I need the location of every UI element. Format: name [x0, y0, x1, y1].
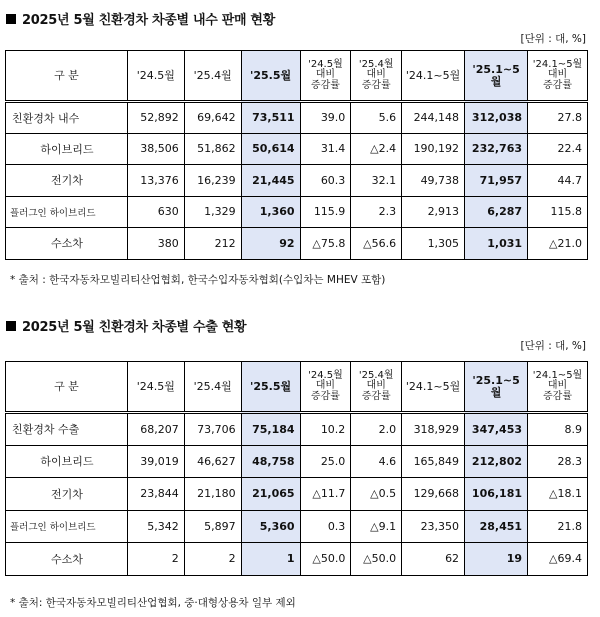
- table-cell: 129,668: [402, 478, 465, 511]
- header-text: '25.5월: [250, 68, 292, 82]
- header-text: 증감률: [310, 390, 340, 402]
- row-label: 하이브리드: [6, 133, 128, 165]
- table-cell: 1,305: [402, 228, 465, 260]
- export-title-text: 2025년 5월 친환경차 차종별 수출 현황: [22, 320, 247, 335]
- table-cell: 13,376: [127, 165, 184, 197]
- table-row: [6, 102, 588, 134]
- header-text: '24.1~5월: [532, 58, 583, 70]
- table-cell: 106,181: [465, 478, 528, 511]
- header-text: '25.4월: [193, 379, 232, 393]
- column-header: [351, 362, 402, 413]
- column-header: [465, 362, 528, 413]
- column-header: [184, 362, 241, 413]
- header-text: '25.4월: [358, 58, 394, 70]
- table-cell: △75.8: [300, 228, 351, 260]
- column-header: [402, 51, 465, 102]
- column-header: [241, 51, 300, 102]
- table-row: [6, 133, 588, 165]
- header-text: 대비: [547, 69, 568, 81]
- table-cell: △18.1: [528, 478, 588, 511]
- table-cell: 52,892: [127, 102, 184, 134]
- table-cell: 5,897: [184, 510, 241, 543]
- table-cell: △56.6: [351, 228, 402, 260]
- table-cell: 232,763: [465, 133, 528, 165]
- table-cell: 318,929: [402, 413, 465, 446]
- table-cell: 1,031: [465, 228, 528, 260]
- table-cell: △2.4: [351, 133, 402, 165]
- table-cell: 73,511: [241, 102, 300, 134]
- header-text: '25.1~5월: [472, 62, 520, 88]
- export-section-title: [6, 316, 246, 335]
- table-cell: 38,506: [127, 133, 184, 165]
- row-label: 수소차: [6, 228, 128, 260]
- column-header: [300, 362, 351, 413]
- table-cell: 39,019: [127, 445, 184, 478]
- table-cell: 347,453: [465, 413, 528, 446]
- header-text: '25.5월: [250, 379, 292, 393]
- table-cell: 21,445: [241, 165, 300, 197]
- table-cell: 62: [402, 543, 465, 576]
- table-row: [6, 228, 588, 260]
- header-text: 구 분: [54, 68, 79, 82]
- header-text: 대비: [366, 380, 386, 392]
- header-text: '24.5월: [136, 68, 175, 82]
- table-cell: 60.3: [300, 165, 351, 197]
- table-cell: △21.0: [528, 228, 588, 260]
- table-cell: △69.4: [528, 543, 588, 576]
- table-cell: △11.7: [300, 478, 351, 511]
- table-cell: 0.3: [300, 510, 351, 543]
- table-cell: 165,849: [402, 445, 465, 478]
- table-row: [6, 196, 588, 228]
- table-cell: 71,957: [465, 165, 528, 197]
- header-text: 대비: [547, 380, 568, 392]
- table-cell: 212: [184, 228, 241, 260]
- column-header: [241, 362, 300, 413]
- table-cell: 23,844: [127, 478, 184, 511]
- column-header: [184, 51, 241, 102]
- column-header: [6, 51, 128, 102]
- domestic-section-title: [6, 9, 275, 28]
- table-cell: 2.0: [351, 413, 402, 446]
- domestic-note: * 출처 : 한국자동차모빌리티산업협회, 한국수입자동차협회(수입차는 MHEV 포함): [10, 274, 386, 286]
- column-header: [402, 362, 465, 413]
- domestic-unit: [단위 : 대, %]: [520, 33, 586, 45]
- table-cell: 75,184: [241, 413, 300, 446]
- table-cell: 28,451: [465, 510, 528, 543]
- square-bullet-icon: [6, 321, 16, 331]
- column-header: [528, 51, 588, 102]
- table-row: [6, 543, 588, 576]
- table-cell: 50,614: [241, 133, 300, 165]
- table-cell: 49,738: [402, 165, 465, 197]
- table-cell: 27.8: [528, 102, 588, 134]
- table-cell: 190,192: [402, 133, 465, 165]
- header-text: '24.5월: [136, 379, 175, 393]
- header-text: 증감률: [543, 79, 572, 91]
- table-cell: 1,360: [241, 196, 300, 228]
- table-cell: 630: [127, 196, 184, 228]
- header-text: '24.1~5월: [405, 379, 461, 393]
- column-header: [351, 51, 402, 102]
- table-cell: 212,802: [465, 445, 528, 478]
- table-row: [6, 445, 588, 478]
- table-cell: 380: [127, 228, 184, 260]
- row-label: 전기차: [6, 478, 128, 511]
- table-cell: 115.8: [528, 196, 588, 228]
- column-header: [465, 51, 528, 102]
- row-label: 수소차: [6, 543, 128, 576]
- table-row: [6, 413, 588, 446]
- export-table: [5, 361, 588, 576]
- table-cell: △50.0: [300, 543, 351, 576]
- table-row: [6, 510, 588, 543]
- header-text: '25.4월: [193, 68, 232, 82]
- table-row: [6, 165, 588, 197]
- header-text: '25.1~5월: [472, 373, 520, 399]
- table-cell: 23,350: [402, 510, 465, 543]
- row-label: 플러그인 하이브리드: [6, 196, 128, 228]
- header-text: '25.4월: [358, 369, 394, 381]
- table-cell: 6,287: [465, 196, 528, 228]
- table-cell: 73,706: [184, 413, 241, 446]
- domestic-title-text: 2025년 5월 친환경차 차종별 내수 판매 현황: [22, 13, 275, 28]
- table-cell: 92: [241, 228, 300, 260]
- table-cell: 16,239: [184, 165, 241, 197]
- table-cell: △50.0: [351, 543, 402, 576]
- table-cell: 21,180: [184, 478, 241, 511]
- header-text: 대비: [315, 69, 336, 81]
- column-header: [127, 362, 184, 413]
- header-text: '24.1~5월: [405, 68, 461, 82]
- header-text: '24.1~5월: [532, 369, 583, 381]
- table-cell: 46,627: [184, 445, 241, 478]
- table-cell: △9.1: [351, 510, 402, 543]
- table-cell: 21.8: [528, 510, 588, 543]
- header-text: 증감률: [361, 390, 391, 402]
- table-cell: 22.4: [528, 133, 588, 165]
- table-cell: 69,642: [184, 102, 241, 134]
- header-text: 증감률: [361, 79, 391, 91]
- table-cell: △0.5: [351, 478, 402, 511]
- square-bullet-icon: [6, 14, 16, 24]
- table-row: [6, 478, 588, 511]
- header-text: 구 분: [54, 379, 79, 393]
- table-cell: 4.6: [351, 445, 402, 478]
- column-header: [127, 51, 184, 102]
- table-cell: 25.0: [300, 445, 351, 478]
- table-cell: 51,862: [184, 133, 241, 165]
- table-cell: 2: [127, 543, 184, 576]
- table-cell: 5,360: [241, 510, 300, 543]
- header-text: '24.5월: [308, 369, 343, 381]
- table-cell: 10.2: [300, 413, 351, 446]
- table-cell: 39.0: [300, 102, 351, 134]
- row-label: 하이브리드: [6, 445, 128, 478]
- table-cell: 31.4: [300, 133, 351, 165]
- header-text: 대비: [366, 69, 386, 81]
- table-cell: 48,758: [241, 445, 300, 478]
- header-text: 대비: [315, 380, 336, 392]
- domestic-table: [5, 50, 588, 260]
- header-text: 증감률: [310, 79, 340, 91]
- table-cell: 5.6: [351, 102, 402, 134]
- row-label: 플러그인 하이브리드: [6, 510, 128, 543]
- column-header: [528, 362, 588, 413]
- table-cell: 312,038: [465, 102, 528, 134]
- table-cell: 32.1: [351, 165, 402, 197]
- header-text: '24.5월: [308, 58, 343, 70]
- row-label: 친환경차 수출: [6, 413, 128, 446]
- table-cell: 28.3: [528, 445, 588, 478]
- table-cell: 68,207: [127, 413, 184, 446]
- table-cell: 244,148: [402, 102, 465, 134]
- column-header: [300, 51, 351, 102]
- table-cell: 44.7: [528, 165, 588, 197]
- table-cell: 2: [184, 543, 241, 576]
- table-cell: 2,913: [402, 196, 465, 228]
- table-cell: 1: [241, 543, 300, 576]
- column-header: [6, 362, 128, 413]
- header-text: 증감률: [543, 390, 572, 402]
- row-label: 친환경차 내수: [6, 102, 128, 134]
- table-cell: 21,065: [241, 478, 300, 511]
- export-note: * 출처: 한국자동차모빌리티산업협회, 중·대형상용차 일부 제외: [10, 597, 296, 609]
- table-cell: 19: [465, 543, 528, 576]
- table-cell: 8.9: [528, 413, 588, 446]
- table-cell: 5,342: [127, 510, 184, 543]
- row-label: 전기차: [6, 165, 128, 197]
- table-cell: 2.3: [351, 196, 402, 228]
- table-cell: 1,329: [184, 196, 241, 228]
- export-unit: [단위 : 대, %]: [520, 340, 586, 352]
- table-cell: 115.9: [300, 196, 351, 228]
